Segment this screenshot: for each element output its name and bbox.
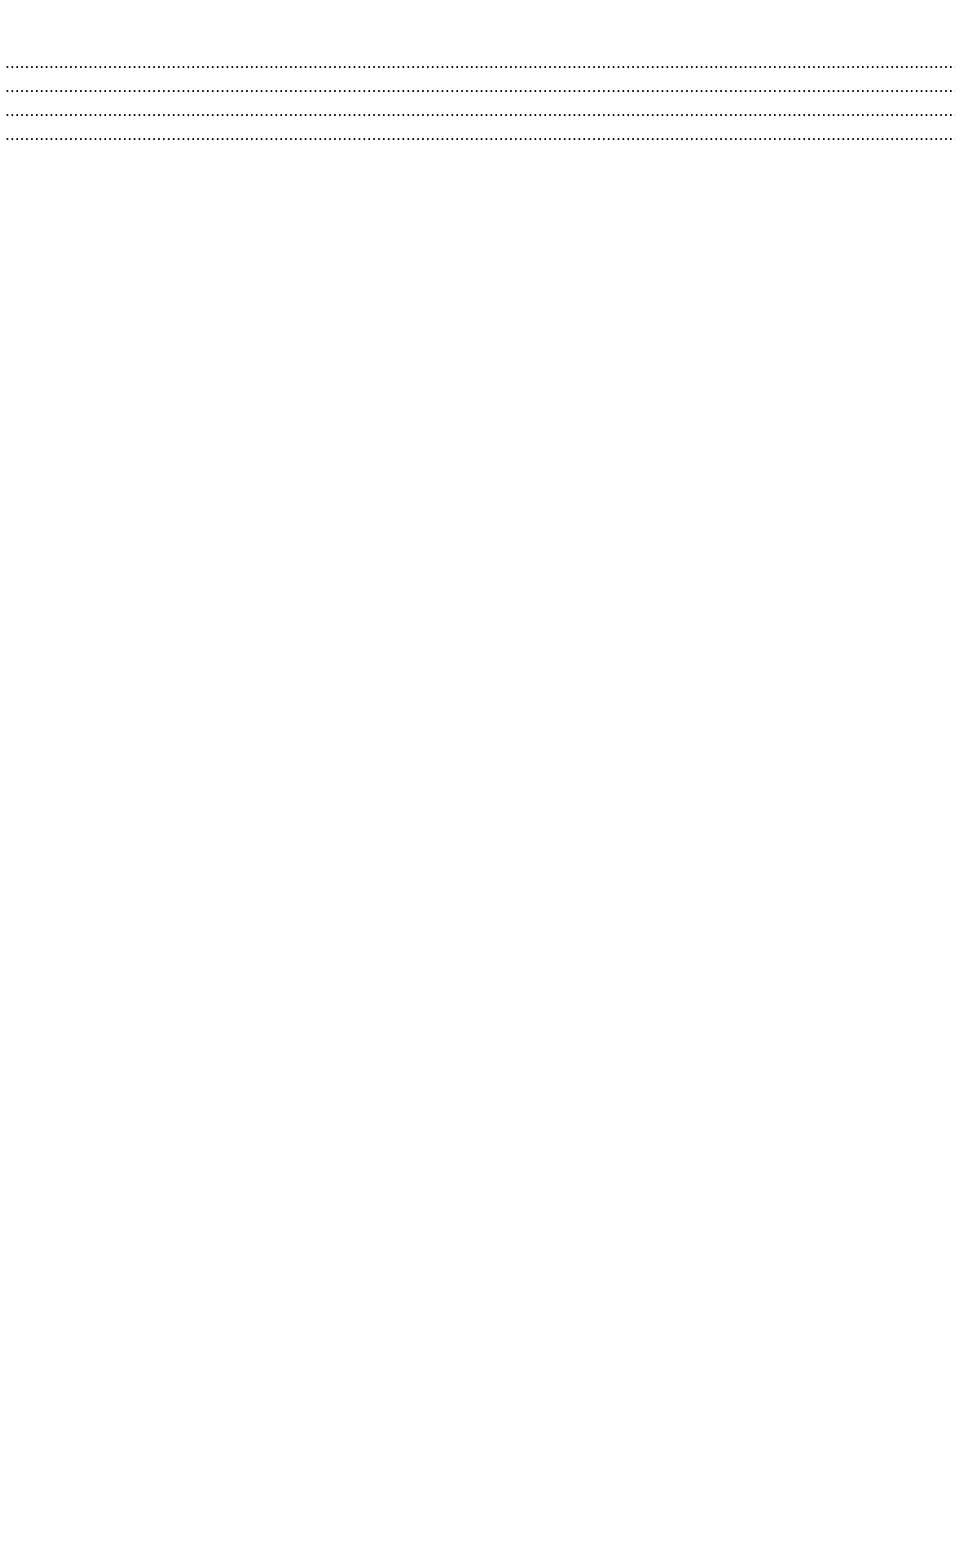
dot-leader [5, 122, 955, 146]
toc-entry-tabela-27[interactable] [5, 74, 957, 98]
entry-last-line [5, 74, 957, 98]
dot-leader [5, 74, 955, 98]
toc-entry-tabela-26[interactable] [5, 50, 957, 74]
entry-last-line [5, 98, 957, 122]
toc-entry-tabela-28[interactable] [5, 98, 957, 122]
table-of-contents [5, 0, 957, 196]
toc-entry-tabela-29[interactable] [5, 122, 957, 146]
dot-leader [5, 98, 955, 122]
dot-leader [5, 50, 955, 74]
entry-last-line [5, 50, 957, 74]
